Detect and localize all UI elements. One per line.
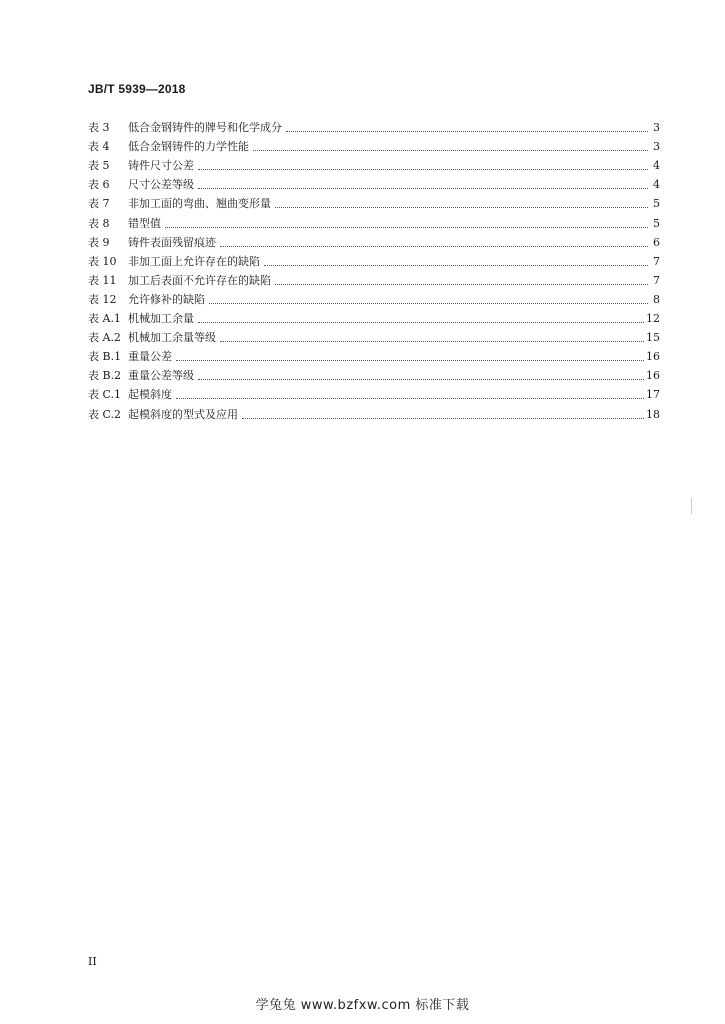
toc-entry-page: 7 xyxy=(653,254,660,268)
toc-entry-title: 起模斜度的型式及应用 xyxy=(128,407,238,421)
toc-entry-title: 加工后表面不允许存在的缺陷 xyxy=(128,273,271,287)
standard-code-header: JB/T 5939—2018 xyxy=(88,82,186,96)
toc-entry-title: 尺寸公差等级 xyxy=(128,178,194,192)
toc-entry-number: 表 11 xyxy=(88,273,117,287)
toc-entry[interactable] xyxy=(88,192,660,211)
toc-entry-title: 错型值 xyxy=(128,216,161,230)
scan-edge-mark xyxy=(691,498,692,514)
toc-leader-dots xyxy=(242,417,644,419)
toc-entry-page: 16 xyxy=(646,369,660,383)
toc-leader-dots xyxy=(286,130,648,132)
toc-entry-label xyxy=(88,121,284,135)
toc-entry-label xyxy=(88,197,273,211)
toc-leader-dots xyxy=(198,168,648,170)
toc-entry-number: 表 12 xyxy=(88,292,117,306)
toc-leader-dots xyxy=(165,226,648,228)
toc-entry-label xyxy=(88,293,207,307)
toc-entry-page: 3 xyxy=(653,140,660,154)
toc-entry-number: 表 9 xyxy=(88,235,110,249)
toc-entry-label xyxy=(88,159,196,173)
toc-entry[interactable] xyxy=(88,269,660,288)
toc-entry-number: 表 A.2 xyxy=(88,331,121,345)
toc-leader-dots xyxy=(275,283,648,285)
toc-entry-title: 机械加工余量等级 xyxy=(128,331,216,345)
toc-entry-title: 铸件尺寸公差 xyxy=(128,159,194,173)
toc-leader-dots xyxy=(209,302,648,304)
toc-entry[interactable] xyxy=(88,154,660,173)
toc-entry[interactable] xyxy=(88,402,660,421)
toc-entry-number: 表 3 xyxy=(88,121,110,135)
toc-leader-dots xyxy=(176,359,644,361)
toc-entry[interactable] xyxy=(88,307,660,326)
toc-entry-number: 表 10 xyxy=(88,254,117,268)
toc-entry[interactable] xyxy=(88,135,660,154)
toc-entry-page: 16 xyxy=(646,350,660,364)
watermark-link[interactable]: 学兔兔 www.bzfxw.com 标准下载 xyxy=(255,998,470,1013)
toc-entry-page: 3 xyxy=(653,121,660,135)
toc-entry-title: 非加工面上允许存在的缺陷 xyxy=(128,254,260,268)
toc-entry[interactable] xyxy=(88,173,660,192)
toc-entry-number: 表 B.1 xyxy=(88,350,122,364)
toc-leader-dots xyxy=(253,149,648,151)
page-number: II xyxy=(88,955,97,968)
toc-entry-number: 表 C.2 xyxy=(88,407,122,421)
toc-entry-title: 低合金钢铸件的牌号和化学成分 xyxy=(128,121,282,135)
toc-entry-page: 4 xyxy=(653,159,660,173)
toc-leader-dots xyxy=(198,378,644,380)
toc-entry[interactable] xyxy=(88,364,660,383)
toc-entry-page: 5 xyxy=(653,197,660,211)
toc-entry-number: 表 A.1 xyxy=(88,312,121,326)
toc-entry-label xyxy=(88,236,218,250)
toc-entry-number: 表 8 xyxy=(88,216,110,230)
toc-leader-dots xyxy=(198,187,648,189)
toc-entry[interactable] xyxy=(88,116,660,135)
toc-entry-label xyxy=(88,255,262,269)
toc-entry-page: 4 xyxy=(653,178,660,192)
toc-entry-label xyxy=(88,408,240,422)
toc-entry-number: 表 4 xyxy=(88,140,110,154)
toc-entry-title: 重量公差等级 xyxy=(128,369,194,383)
toc-entry-title: 非加工面的弯曲、翘曲变形量 xyxy=(128,197,271,211)
toc-entry-title: 允许修补的缺陷 xyxy=(128,292,205,306)
toc-entry-title: 低合金钢铸件的力学性能 xyxy=(128,140,249,154)
toc-entry[interactable] xyxy=(88,383,660,402)
toc-leader-dots xyxy=(220,245,648,247)
toc-entry-number: 表 6 xyxy=(88,178,110,192)
toc-entry-label xyxy=(88,331,218,345)
toc-entry-label xyxy=(88,217,163,231)
toc-entry-page: 6 xyxy=(653,235,660,249)
toc-leader-dots xyxy=(275,206,648,208)
toc-entry-title: 起模斜度 xyxy=(128,388,172,402)
toc-entry-page: 8 xyxy=(653,292,660,306)
toc-leader-dots xyxy=(264,264,648,266)
toc-entry-page: 18 xyxy=(646,407,660,421)
toc-entry[interactable] xyxy=(88,211,660,230)
toc-leader-dots xyxy=(198,321,644,323)
toc-entry-title: 铸件表面残留痕迹 xyxy=(128,235,216,249)
toc-entry-label xyxy=(88,388,174,402)
toc-entry-page: 15 xyxy=(646,331,660,345)
toc-leader-dots xyxy=(220,340,644,342)
toc-entry-page: 12 xyxy=(646,312,660,326)
toc-entry[interactable] xyxy=(88,250,660,269)
toc-entry-label xyxy=(88,178,196,192)
toc-entry-number: 表 B.2 xyxy=(88,369,122,383)
toc-entry[interactable] xyxy=(88,231,660,250)
toc-entry-title: 重量公差 xyxy=(128,350,172,364)
toc-entry-label xyxy=(88,369,196,383)
toc-entry-label xyxy=(88,350,174,364)
toc-leader-dots xyxy=(176,397,644,399)
toc-entry-number: 表 7 xyxy=(88,197,110,211)
toc-entry[interactable] xyxy=(88,345,660,364)
toc-entry-label xyxy=(88,312,196,326)
toc-entry-page: 17 xyxy=(646,388,660,402)
toc-entry-number: 表 5 xyxy=(88,159,110,173)
toc-entry-title: 机械加工余量 xyxy=(128,312,194,326)
toc-entry-label xyxy=(88,274,273,288)
table-of-contents xyxy=(88,116,660,422)
toc-entry-label xyxy=(88,140,251,154)
toc-entry-number: 表 C.1 xyxy=(88,388,122,402)
toc-entry-page: 5 xyxy=(653,216,660,230)
toc-entry[interactable] xyxy=(88,288,660,307)
toc-entry-page: 7 xyxy=(653,273,660,287)
toc-entry[interactable] xyxy=(88,326,660,345)
